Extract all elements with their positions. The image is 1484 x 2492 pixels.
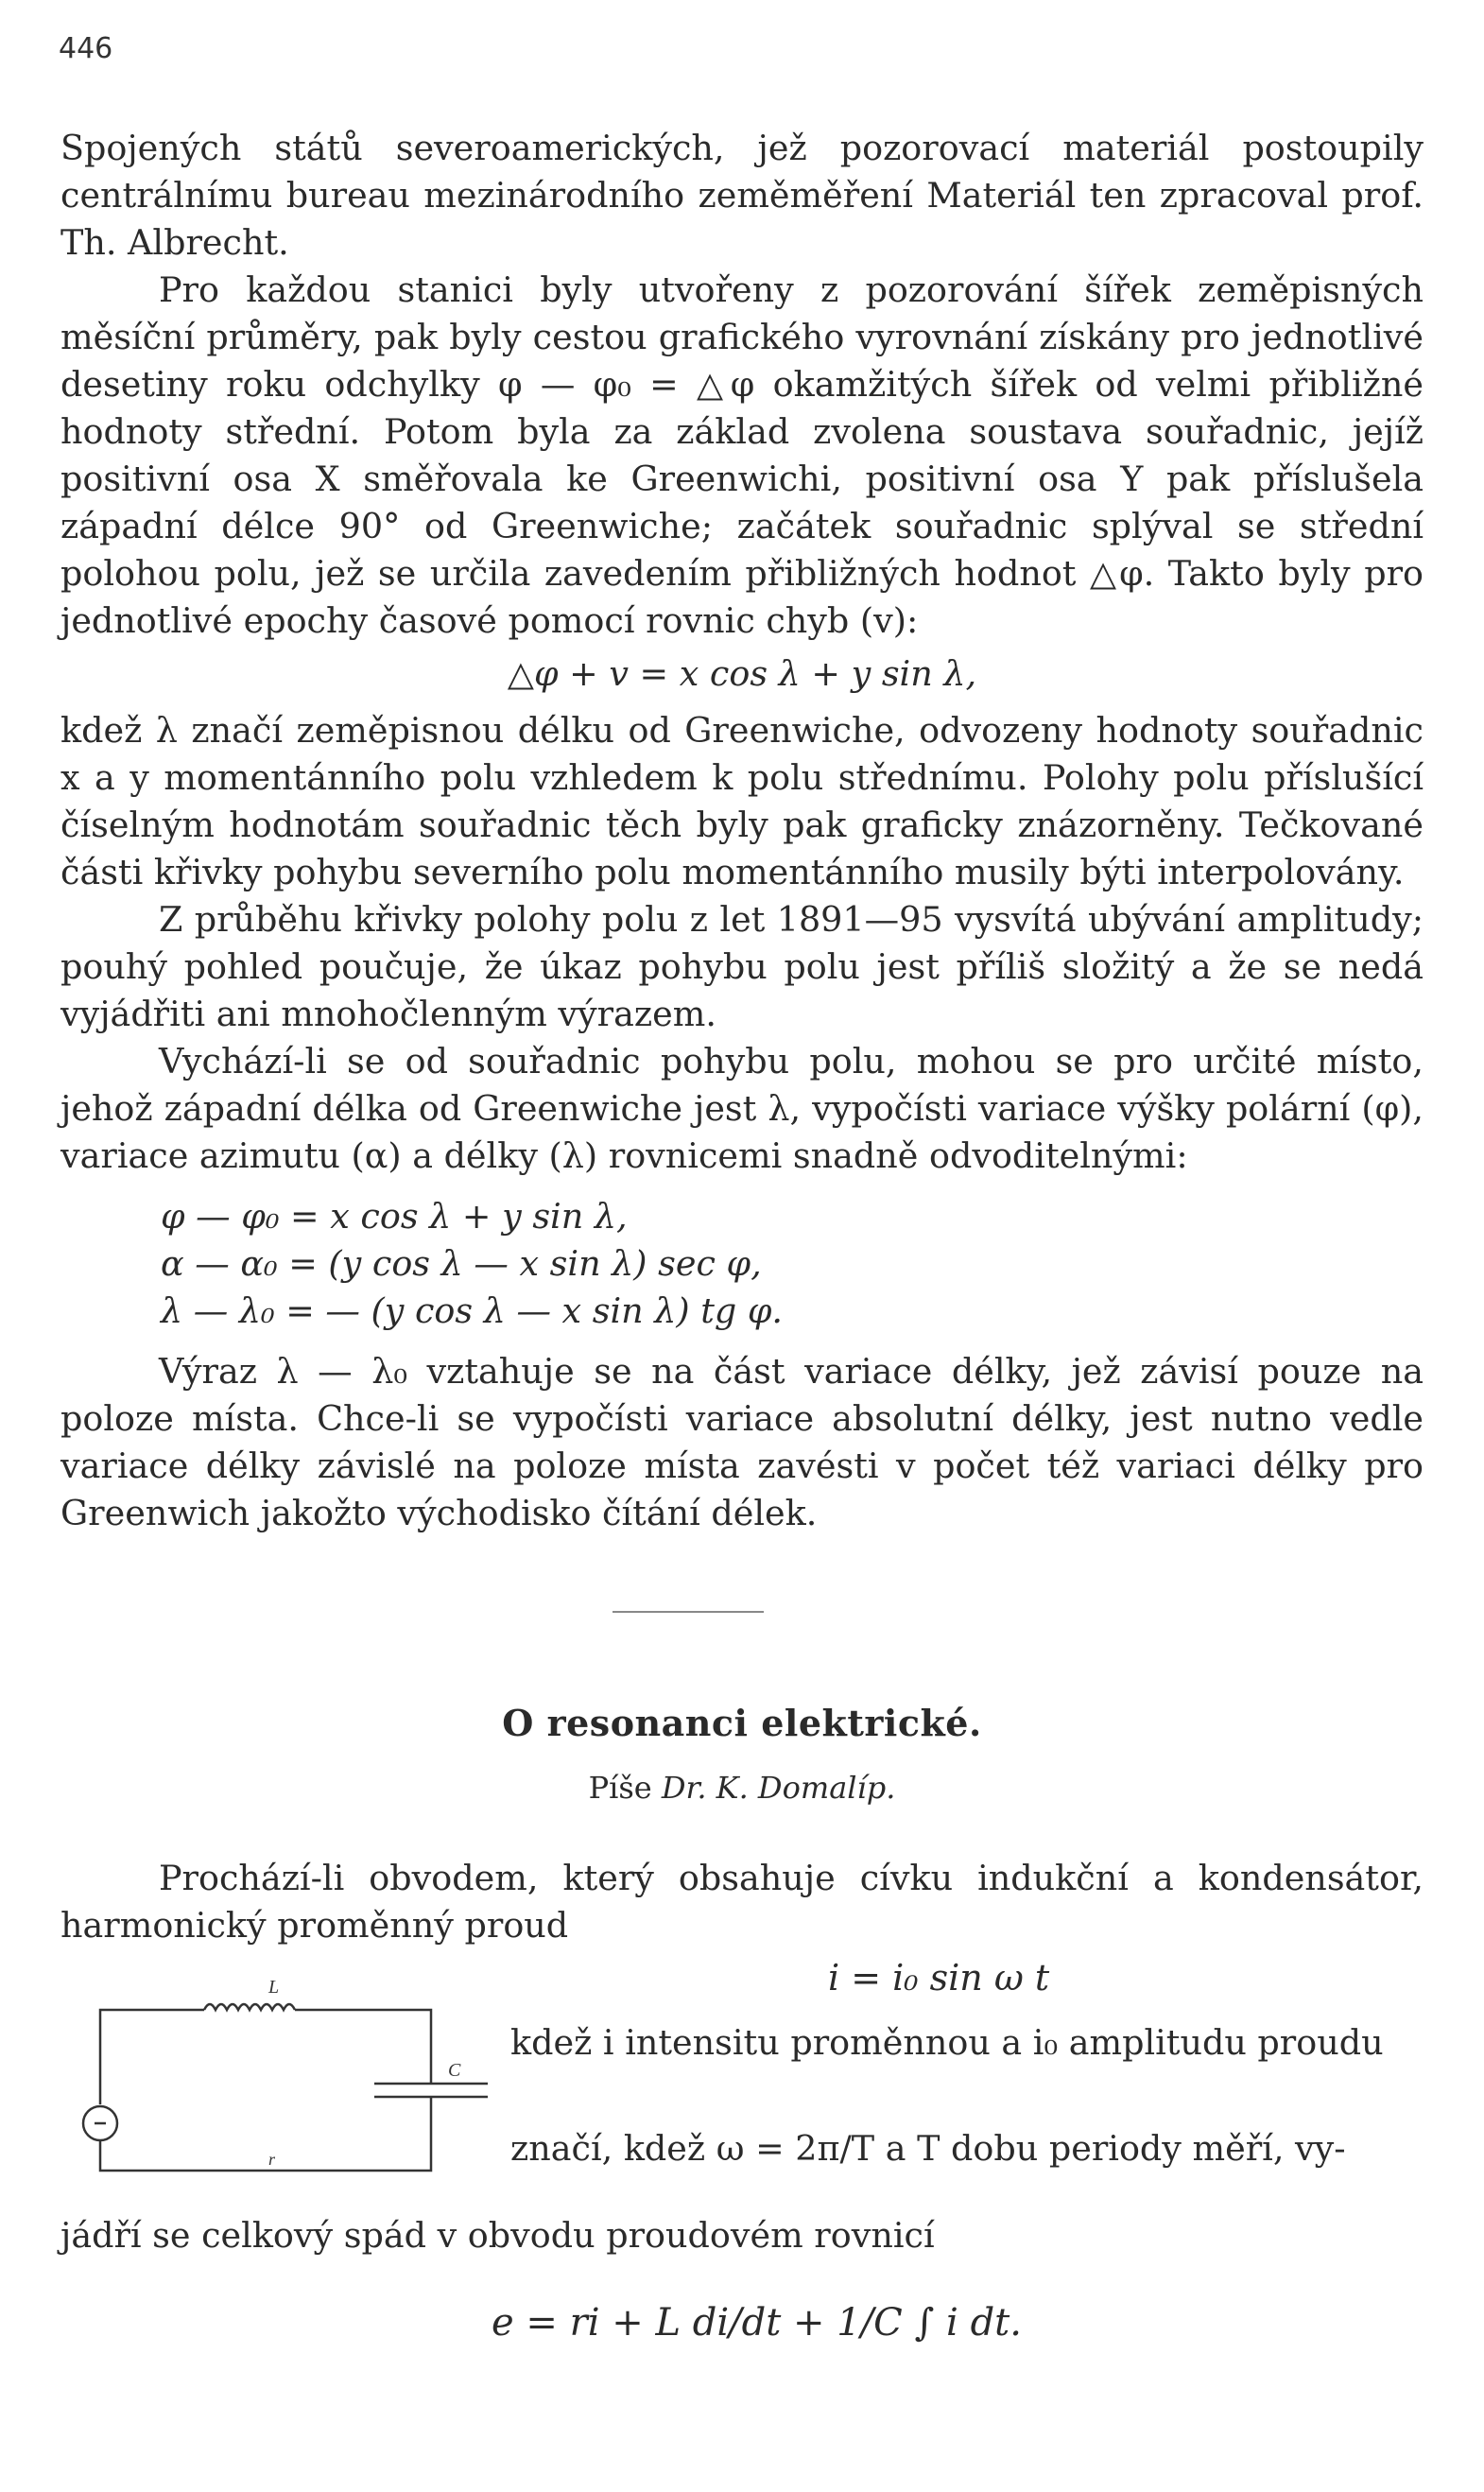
article-body-top [60,125,1424,1537]
paragraph: Z průběhu křivky polohy polu z let 1891—95 vysvítá ubývání amplitudy; pouhý pohled poučuje, že úkaz pohybu polu jest příliš složitý a že se nedá vyjádřiti ani mnohočlenným výrazem. [60,899,1424,1034]
paragraph: Spojených států severoamerických, jež pozorovací materiál postoupily centrálnímu bureau mezinárodního zeměměření Materiál ten zpracoval prof. Th. Albrecht. [60,128,1424,263]
capacitor-label: C [448,2060,461,2081]
paragraph: jádří se celkový spád v obvodu proudovém rovnicí [60,2215,935,2256]
author-name: Dr. K. Domalíp. [661,1770,896,1806]
equation-line: λ — λ₀ = — (y cos λ — x sin λ) tg φ. [161,1290,784,1331]
equation-block [161,1193,1424,1335]
equation-errors: △φ + v = x cos λ + y sin λ, [507,653,977,694]
circuit-diagram [62,1972,497,2180]
side-text-1: kdež i intensitu proměnnou a i₀ amplitudu proudu [510,2022,1384,2063]
paragraph: Výraz λ — λ₀ vztahuje se na část variace délky, jež závisí pouze na poloze místa. Chce-li se vypočísti variace absolutní délky, jest nutno vedle variace délky závislé na poloze místa zavésti v počet též variaci délky pro Greenwich jakožto východisko čítání délek. [60,1351,1424,1533]
wire-bottom [100,2097,431,2171]
page-number: 446 [59,32,113,65]
paragraph: kdež λ značí zeměpisnou délku od Greenwiche, odvozeny hodnoty souřadnic x a y momentánního polu vzhledem k polu střednímu. Polohy polu příslušící číselným hodnotám souřadnic těch byly pak graficky znázorněny. Tečkované části křivky pohybu severního polu momentánního musily býti interpolovány. [60,710,1424,892]
section-divider [613,1611,764,1613]
paragraph: Pro každou stanici byly utvořeny z pozorování šířek zeměpisných měsíční průměry, pak byly cestou grafického vyrovnání získány pro jednotlivé desetiny roku odchylky φ — φ₀ = △φ okamžitých šířek od velmi přibližné hodnoty střední. Potom byla za základ zvolena soustava souřadnic, jejíž positivní osa X směřovala ke Greenwichi, positivní osa Y pak příslušela západní délce 90° od Greenwiche; začátek souřadnic splýval se střední polohou polu, jež se určila zavedením přibližných hodnot △φ. Takto byly pro jednotlivé epochy časové pomocí rovnic chyb (v): [60,269,1424,641]
equation-line: α — α₀ = (y cos λ — x sin λ) sec φ, [161,1243,762,1284]
paragraph: Prochází-li obvodem, který obsahuje cívku indukční a kondensátor, harmonický proměnný proud [60,1858,1424,1946]
side-text-2: značí, kdež ω = 2π/T a T dobu periody měří, vy- [510,2128,1346,2169]
equation-line: φ — φ₀ = x cos λ + y sin λ, [161,1196,628,1237]
final-equation: e = ri + L di/dt + 1/C ∫ i dt. [492,2301,1022,2345]
wire-top-left [100,2010,204,2104]
inductor-label: L [268,1977,280,1998]
author-prefix: Píše [588,1770,652,1806]
article-author [0,1770,1484,1806]
wire-top-right [295,2010,431,2084]
inductor-coil [204,2004,295,2010]
article-title: O resonanci elektrické. [502,1702,982,1744]
resistor-label: r [268,2150,276,2169]
article-intro [60,1855,1424,1949]
paragraph: Vychází-li se od souřadnic pohybu polu, mohou se pro určité místo, jehož západní délka od Greenwiche jest λ, vypočísti variace výšky polární (φ), variace azimutu (α) a délky (λ) rovnicemi snadně odvoditelnými: [60,1041,1424,1176]
formula-current: i = i₀ sin ω t [828,1957,1050,1999]
